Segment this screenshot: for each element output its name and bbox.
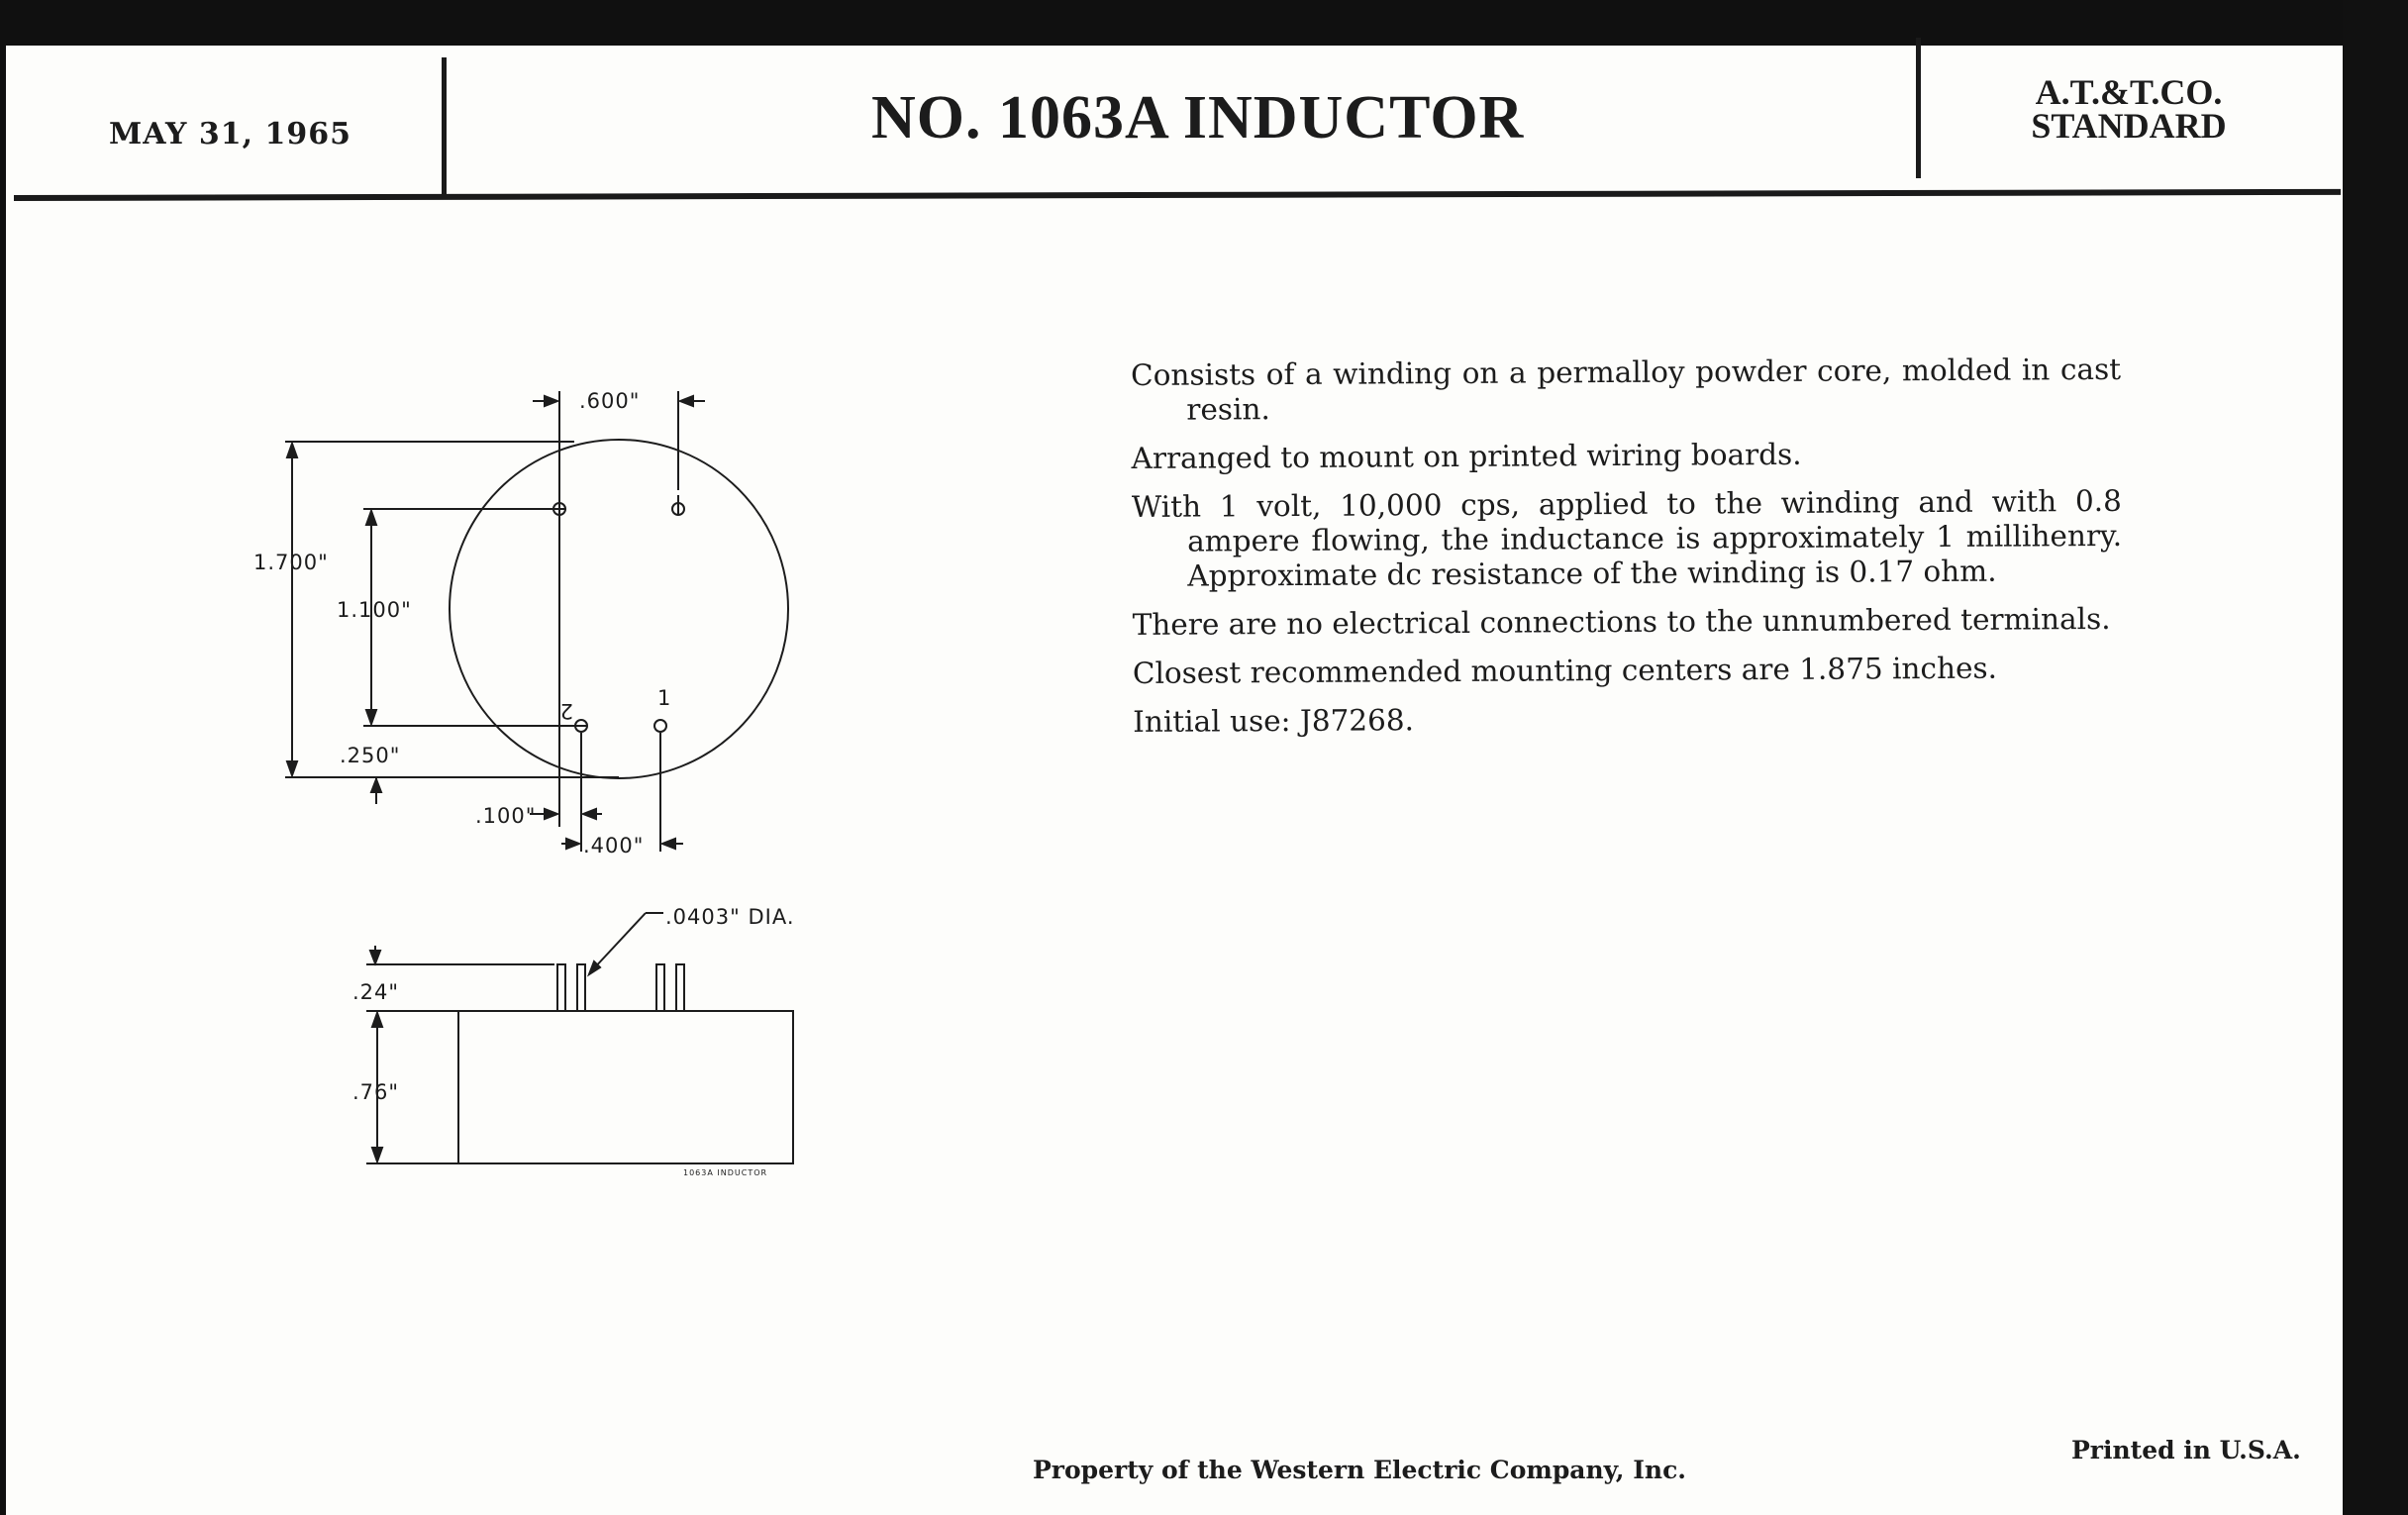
dim-diameter: 1.700" [253, 551, 329, 574]
pin [577, 964, 585, 1011]
dim-offset-bottom: .250" [340, 744, 401, 767]
description-paragraph: Consists of a winding on a permalloy powder core, molded in cast resin. [1131, 352, 2122, 427]
description-paragraph: Arranged to mount on printed wiring boards. [1131, 437, 1802, 475]
dim-body-height: .76" [352, 1080, 400, 1104]
standard-line-1: A.T.&T.CO. [2035, 72, 2223, 112]
footer-property: Property of the Western Electric Company, Inc. [1033, 1456, 1687, 1484]
terminal-1-label: 1 [657, 686, 672, 710]
dim-offset-x: .100" [475, 804, 537, 828]
terminal-hole-1 [654, 720, 666, 732]
pin [557, 964, 565, 1011]
description-paragraph: Closest recommended mounting centers are 1.875 inches. [1132, 651, 1998, 690]
drawing-caption: 1063A INDUCTOR [683, 1168, 768, 1177]
dim-terminal-width: .600" [579, 389, 641, 413]
page-title: NO. 1063A INDUCTOR [871, 84, 1525, 152]
terminal-2-label: 2 [558, 699, 573, 723]
description-paragraph: Initial use: J87268. [1133, 703, 1415, 739]
pin [656, 964, 664, 1011]
description-paragraph: There are no electrical connections to the unnumbered terminals. [1132, 601, 2111, 642]
dim-lower-spacing: .400" [583, 834, 645, 858]
footer-printed: Printed in U.S.A. [2071, 1436, 2301, 1464]
standard-line-2: STANDARD [2031, 106, 2227, 146]
pin-diameter-label: .0403" DIA. [665, 905, 795, 929]
dim-terminal-span: 1.100" [337, 598, 412, 622]
top-view-outline [450, 440, 788, 778]
description-paragraph: With 1 volt, 10,000 cps, applied to the winding and with 0.8 ampere flowing, the inductance is approximately 1 millihenry. Approximate dc resistance of the winding is 0.17 ohm. [1131, 483, 2123, 593]
description-block [1131, 353, 2123, 754]
side-view-body [458, 1011, 793, 1163]
issue-date: MAY 31, 1965 [109, 117, 351, 152]
dim-pin-length: .24" [352, 980, 400, 1004]
pin [676, 964, 684, 1011]
